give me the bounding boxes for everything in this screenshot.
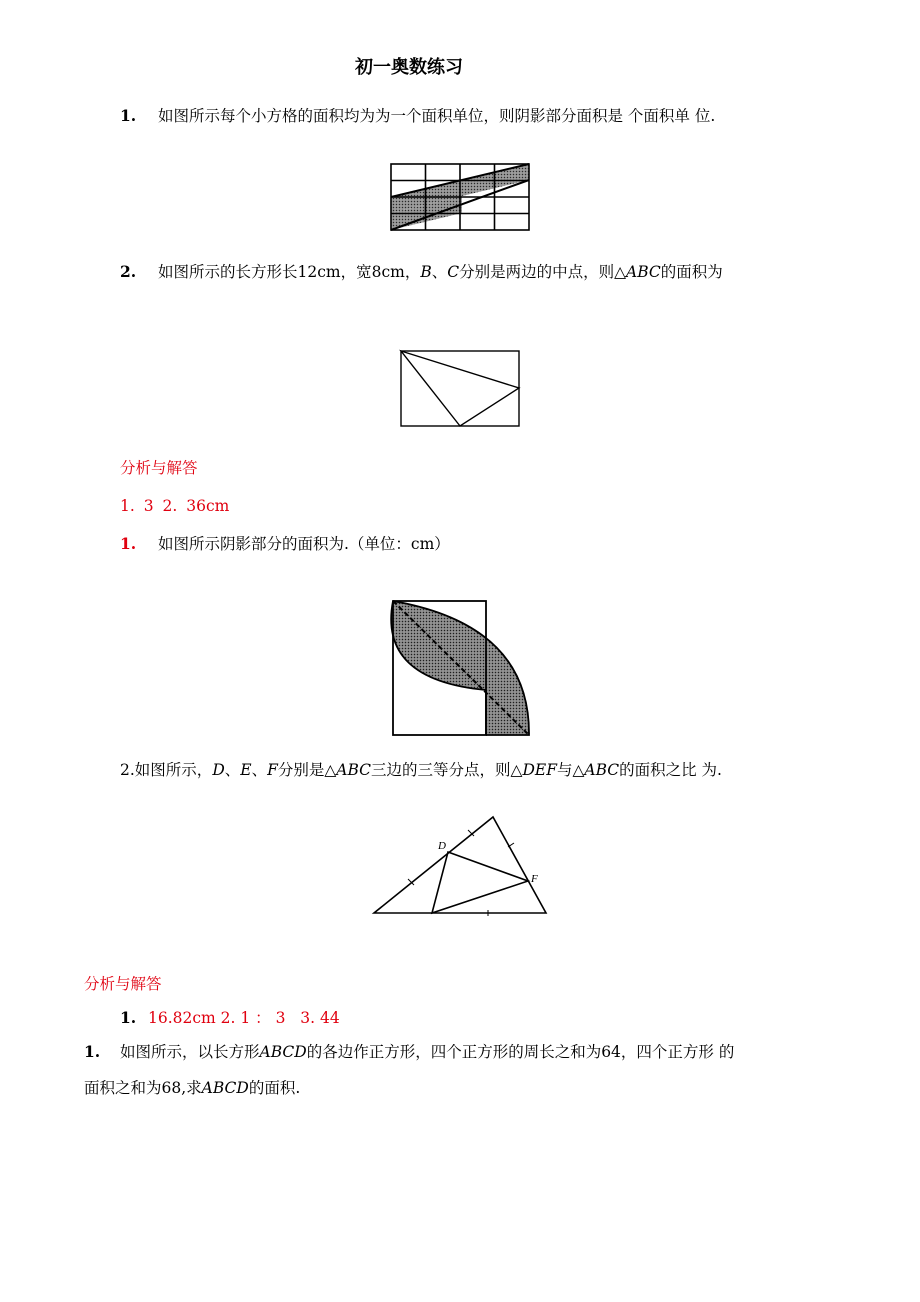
point-e-label: E — [240, 761, 252, 779]
question-1 — [84, 1042, 734, 1062]
point-f-label: F — [267, 761, 278, 779]
separator: 、 — [251, 761, 268, 779]
question-number: 1. — [84, 1042, 101, 1061]
shaded-strip — [391, 164, 529, 230]
question-text-post: 的面积为 — [660, 263, 723, 281]
answer-number: 1. — [120, 1008, 137, 1027]
rectangle-abcd-label: ABCD — [201, 1079, 249, 1097]
question-2 — [120, 262, 723, 282]
question-text-pre: 如图所示的长方形长12cm，宽8cm， — [158, 263, 421, 281]
question-text-mid2: 三边的三等分点，则△ — [371, 761, 523, 779]
question-text-pre: 如图所示， — [134, 761, 213, 779]
question-number: 2. — [120, 262, 137, 281]
shaded-leaf — [391, 601, 529, 735]
question-text-mid3: 与△ — [556, 761, 585, 779]
answers-line: 1. 3 2. 36cm — [120, 497, 230, 515]
question-text: 如图所示每个小方格的面积均为为一个面积单位，则阴影部分面积是 个面积单 位. — [158, 107, 716, 125]
point-c-label: C — [447, 263, 460, 281]
question-text-line2-pre: 面积之和为68,求 — [84, 1079, 202, 1097]
triangle-abc-label: ABC — [626, 263, 661, 281]
question-number: 2. — [120, 761, 135, 779]
vertex-d-label: D — [438, 840, 446, 852]
page-title: 初一奥数练习 — [355, 57, 463, 78]
grid-lines — [391, 164, 529, 230]
question-number: 1. — [120, 534, 137, 553]
question-2 — [120, 760, 722, 780]
answers-line — [120, 1008, 340, 1028]
question-1 — [120, 534, 450, 554]
vertex-f-label: F — [531, 873, 538, 885]
question-number: 1. — [120, 106, 137, 125]
question-text-mid: 分别是△ — [277, 761, 337, 779]
triangle-abc-label: ABC — [584, 761, 620, 779]
question-text-line2-post: 的面积. — [248, 1079, 301, 1097]
separator: 、 — [431, 263, 448, 281]
answer-text: 16.82cm 2. 1 ： 3 3. 44 — [148, 1009, 340, 1027]
separator: 、 — [224, 761, 241, 779]
question-text-post: 的各边作正方形，四个正方形的周长之和为64，四个正方形 的 — [306, 1043, 735, 1061]
answers-heading: 分析与解答 — [120, 459, 198, 477]
answers-heading: 分析与解答 — [84, 975, 162, 993]
point-d-label: D — [212, 761, 225, 779]
question-1 — [120, 106, 715, 126]
triangle-abc-label: ABC — [336, 761, 372, 779]
question-text-post: 的面积之比 为. — [619, 761, 722, 779]
question-1-line2 — [84, 1078, 300, 1098]
question-text-mid: 分别是两边的中点，则△ — [459, 263, 627, 281]
question-text: 如图所示阴影部分的面积为.（单位：cm） — [158, 535, 450, 553]
rectangle-abcd-label: ABCD — [259, 1043, 307, 1061]
triangle-def-label: DEF — [522, 761, 557, 779]
question-text-pre: 如图所示，以长方形 — [120, 1043, 260, 1061]
point-b-label: B — [420, 263, 432, 281]
